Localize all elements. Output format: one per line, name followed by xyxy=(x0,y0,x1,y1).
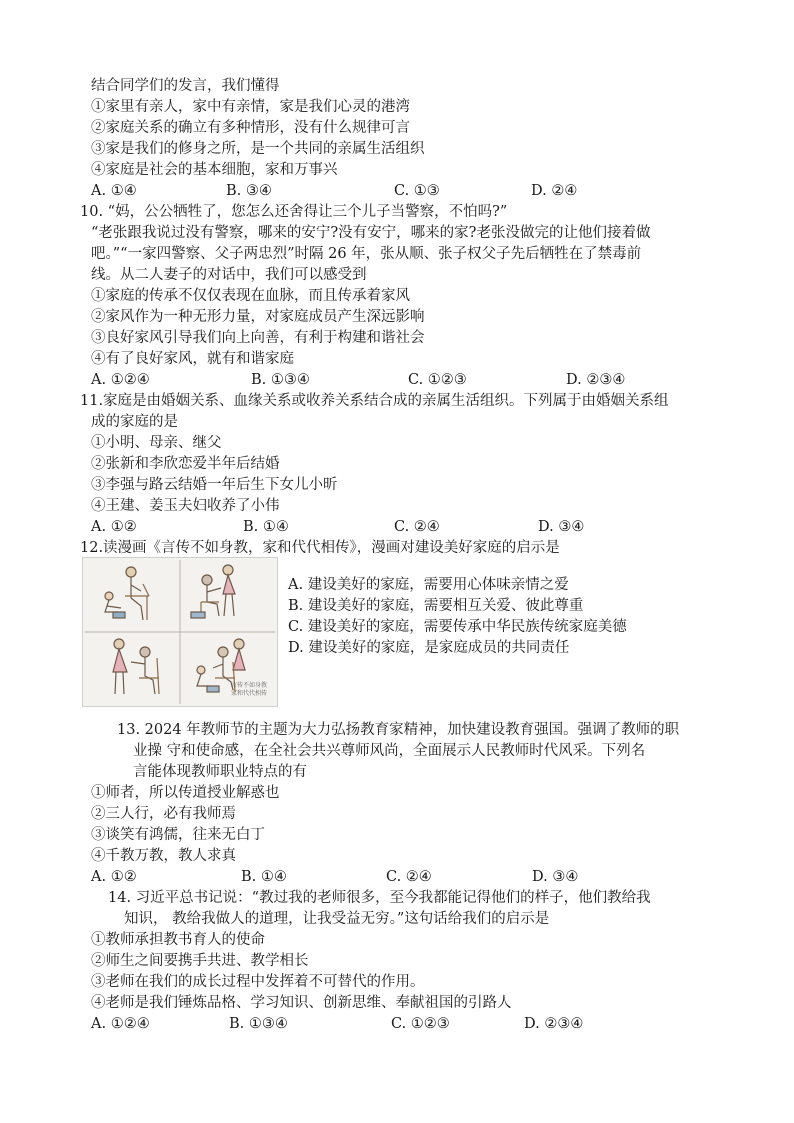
q13-statement-4: ④千教万教，教人求真 xyxy=(91,848,236,864)
q10-line-3: 吧。”“一家四警察、父子两忠烈”时隔 26 年，张从顺、张子权父子先后牺牲在了禁毒前 xyxy=(91,246,642,262)
q13-line-3: 言能体现教师职业特点的有 xyxy=(133,764,307,780)
q13-option-c: C. ②④ xyxy=(386,869,432,885)
comic-illustration xyxy=(82,557,278,707)
q14-line-1: 14. 习近平总书记说：“教过我的老师很多，至今我都能记得他们的样子，他们教给我 xyxy=(108,890,651,906)
q11-line-2: 成的家庭的是 xyxy=(91,414,178,430)
q9-statement-4: ④家庭是社会的基本细胞，家和万事兴 xyxy=(91,162,338,178)
q12-option-b: B. 建设美好的家庭，需要相互关爱、彼此尊重 xyxy=(288,598,584,614)
q10-line-2: “老张跟我说过没有警察，哪来的安宁?没有安宁，哪来的家?老张没做完的让他们接着做 xyxy=(91,225,651,241)
comic-caption-line-1: 言传不如身教 xyxy=(230,682,267,689)
q11-option-c: C. ②④ xyxy=(394,519,440,535)
q9-option-d: D. ②④ xyxy=(531,183,578,199)
q13-line-1: 13. 2024 年教师节的主题为大力弘扬教育家精神，加快建设教育强国。强调了教师的职 xyxy=(117,722,680,738)
q9-option-c: C. ①③ xyxy=(394,183,440,199)
q10-options xyxy=(91,370,711,390)
q11-option-d: D. ③④ xyxy=(538,519,585,535)
q13-option-a: A. ①② xyxy=(91,869,137,885)
q13-option-b: B. ①④ xyxy=(241,869,287,885)
q12-option-a: A. 建设美好的家庭，需要用心体味亲情之爱 xyxy=(288,577,569,593)
q14-statement-3: ③老师在我们的成长过程中发挥着不可替代的作用。 xyxy=(91,974,425,990)
comic-caption-line-2: 家和代代相传 xyxy=(230,690,267,697)
q13-statement-1: ①师者，所以传道授业解惑也 xyxy=(91,785,280,801)
q9-option-b: B. ③④ xyxy=(226,183,272,199)
q9-statement-3: ③家是我们的修身之所，是一个共同的亲属生活组织 xyxy=(91,141,425,157)
q11-statement-1: ①小明、母亲、继父 xyxy=(91,435,222,451)
q14-option-b: B. ①③④ xyxy=(229,1016,288,1032)
q10-option-d: D. ②③④ xyxy=(566,372,626,388)
q10-statement-2: ②家风作为一种无形力量，对家庭成员产生深远影响 xyxy=(91,309,425,325)
q10-option-c: C. ①②③ xyxy=(408,372,467,388)
q14-statement-2: ②师生之间要携手共进、教学相长 xyxy=(91,953,309,969)
q10-statement-1: ①家庭的传承不仅仅表现在血脉，而且传承着家风 xyxy=(91,288,410,304)
q9-stem: 结合同学们的发言，我们懂得 xyxy=(91,78,280,94)
q14-option-d: D. ②③④ xyxy=(524,1016,584,1032)
q14-statement-4: ④老师是我们锤炼品格、学习知识、创新思维、奉献祖国的引路人 xyxy=(91,995,512,1011)
q11-statement-4: ④王建、姜玉夫妇收养了小伟 xyxy=(91,498,280,514)
q12-option-d: D. 建设美好的家庭，是家庭成员的共同责任 xyxy=(288,640,570,656)
q10-option-b: B. ①③④ xyxy=(251,372,310,388)
q13-option-d: D. ③④ xyxy=(532,869,579,885)
q9-statement-2: ②家庭关系的确立有多种情形，没有什么规律可言 xyxy=(91,120,410,136)
q11-options xyxy=(91,517,711,537)
q13-line-2: 业操 守和使命感，在全社会共兴尊师风尚，全面展示人民教师时代风采。下列名 xyxy=(133,743,646,759)
comic-caption xyxy=(231,682,267,698)
q11-option-b: B. ①④ xyxy=(243,519,289,535)
q14-statement-1: ①教师承担教书育人的使命 xyxy=(91,932,265,948)
q11-line-1: 11.家庭是由婚姻关系、血缘关系或收养关系结合成的亲属生活组织。下列属于由婚姻关系组 xyxy=(80,393,669,409)
q10-statement-3: ③良好家风引导我们向上向善，有利于构建和谐社会 xyxy=(91,330,425,346)
q9-option-a: A. ①④ xyxy=(91,183,137,199)
q13-options xyxy=(91,867,711,887)
q14-line-2: 知识， 教给我做人的道理，让我受益无穷。”这句话给我们的启示是 xyxy=(124,911,550,927)
q14-options xyxy=(91,1014,711,1034)
q11-statement-3: ③李强与路云结婚一年后生下女儿小昕 xyxy=(91,477,338,493)
q11-statement-2: ②张新和李欣恋爱半年后结婚 xyxy=(91,456,280,472)
q13-statement-3: ③谈笑有鸿儒，往来无白丁 xyxy=(91,827,265,843)
q14-option-c: C. ①②③ xyxy=(391,1016,450,1032)
q9-statement-1: ①家里有亲人，家中有亲情，家是我们心灵的港湾 xyxy=(91,99,410,115)
q13-statement-2: ②三人行，必有我师焉 xyxy=(91,806,236,822)
q10-statement-4: ④有了良好家风，就有和谐家庭 xyxy=(91,351,294,367)
q10-line-4: 线。从二人妻子的对话中，我们可以感受到 xyxy=(91,267,367,283)
q11-option-a: A. ①② xyxy=(91,519,137,535)
q10-option-a: A. ①②④ xyxy=(91,372,150,388)
q10-line-1: 10. “妈，公公牺牲了，您怎么还舍得让三个儿子当警察，不怕吗?” xyxy=(80,204,508,220)
q9-options xyxy=(91,181,711,201)
q12-option-c: C. 建设美好的家庭，需要传承中华民族传统家庭美德 xyxy=(288,619,627,635)
q14-option-a: A. ①②④ xyxy=(91,1016,150,1032)
q12-line-1: 12.读漫画《言传不如身教，家和代代相传》，漫画对建设美好家庭的启示是 xyxy=(80,540,560,556)
